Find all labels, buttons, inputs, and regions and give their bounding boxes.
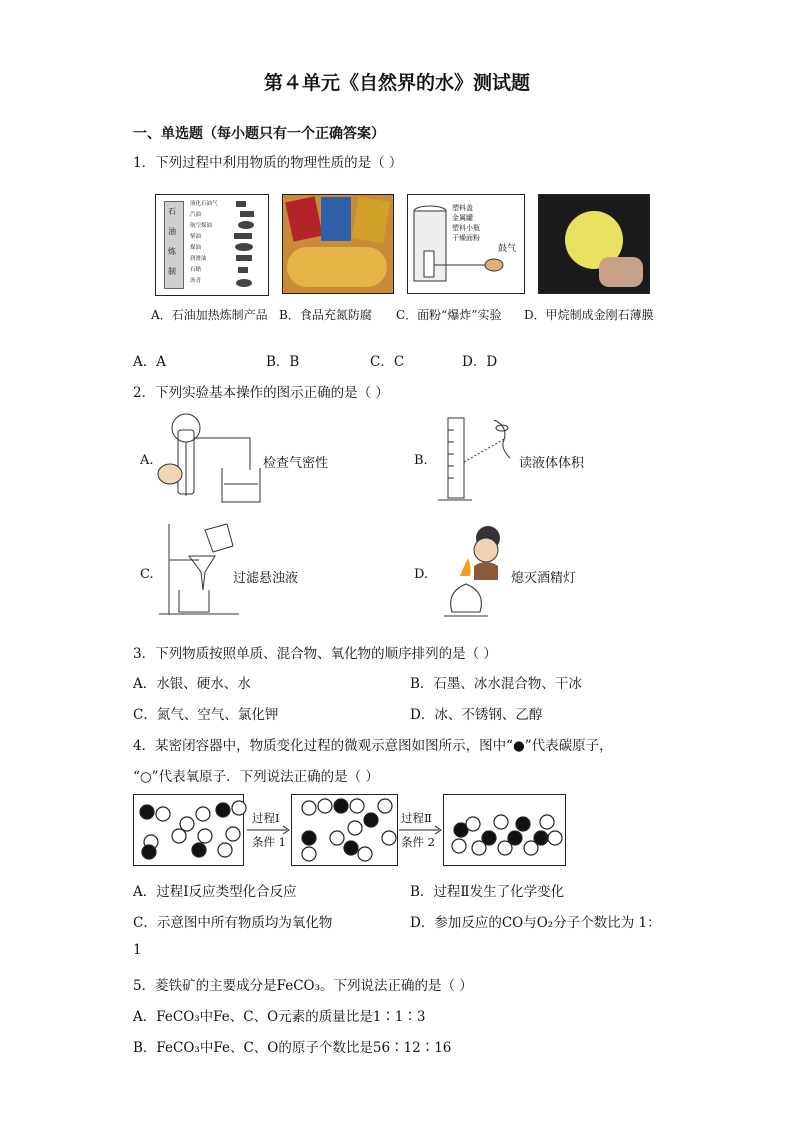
q2-letter-c[interactable]: C. [140,567,154,582]
q2-letter-d[interactable]: D. [414,567,429,582]
can-label: 塑料盖 [452,204,473,212]
q1-image-b [282,194,394,294]
caption-b: B．食品充氮防腐 [279,308,372,322]
alcohol-lamp-drawing [436,520,516,622]
q3-option-c[interactable]: C．氮气、空气、氯化钾 [133,707,279,723]
q5-stem: 5．菱铁矿的主要成分是FeCO₃。下列说法正确的是（ ） [133,978,473,994]
flour-can-labels [452,203,480,243]
q4-option-a[interactable]: A．过程Ⅰ反应类型化合反应 [133,884,297,900]
state-box-1 [133,794,245,866]
chip-bag [321,197,351,241]
product-icons [156,195,268,295]
hand [599,257,643,287]
section-heading: 一、单选题（每小题只有一个正确答案） [133,126,385,142]
q3-option-b[interactable]: B．石墨、冰水混合物、干冰 [410,676,582,692]
product-label: 沥青 [190,278,202,284]
q1-figure [131,182,669,328]
state-box-3 [443,794,567,866]
can-label: 金属罐 [452,214,473,222]
q2-label-b: 读液体体积 [519,456,585,471]
process-2-label: 过程Ⅱ [401,811,432,825]
q4-option-d-continued: 1 [133,942,142,958]
product-label: 液化石油气 [190,201,218,207]
q5-option-a[interactable]: A．FeCO₃中Fe、C、O元素的质量比是1∶1∶3 [133,1009,426,1025]
caption-c: C．面粉“爆炸”实验 [396,308,502,322]
q5-option-b[interactable]: B．FeCO₃中Fe、C、O的原子个数比是56∶12∶16 [133,1040,452,1056]
column-char: 制 [168,267,176,276]
column-char: 石 [168,207,176,216]
caption-d: D．甲烷制成金刚石薄膜 [524,308,654,322]
q3-option-d[interactable]: D．冰、不锈钢、乙醇 [410,707,543,723]
product-label: 石蜡 [190,267,202,273]
q2-letter-b[interactable]: B. [414,453,428,468]
condition-2-label: 条件 2 [401,835,435,849]
product-label: 柴油 [190,234,202,240]
filtration-setup [155,520,245,620]
q4-stem-line1: 4．某密闭容器中，物质变化过程的微观示意图如图所示，图中“●”代表碳原子， [133,738,613,754]
q4-stem-line2: “○”代表氧原子．下列说法正确的是（ ） [133,769,379,785]
snack-pile [287,247,387,287]
product-label: 航空煤油 [190,223,213,229]
q4-molecule-diagram [133,794,568,868]
q1-option-b[interactable]: B．B [266,354,300,370]
q2-letter-a[interactable]: A. [140,453,154,468]
chip-bag [352,197,391,244]
q2-label-c: 过滤悬浊液 [233,571,299,586]
process-1-label: 过程Ⅰ [252,811,280,825]
can-label: 塑料小瓶 [452,224,480,232]
caption-a: A．石油加热炼制产品 [151,308,268,322]
q2-label-a: 检查气密性 [263,456,329,471]
q1-image-d [538,194,650,294]
can-label: 干燥面粉 [452,234,480,242]
condition-1-label: 条件 1 [252,835,286,849]
q2-label-d: 熄灭酒精灯 [511,571,577,586]
product-label: 润滑油 [190,256,207,262]
airtightness-apparatus [156,410,266,510]
blow-label: 鼓气 [498,244,517,254]
q2-stem: 2．下列实验基本操作的图示正确的是（ ） [133,385,389,401]
q1-option-a[interactable]: A．A [133,354,166,370]
q1-image-c [407,194,525,294]
column-char: 炼 [168,247,176,256]
q4-option-b[interactable]: B．过程Ⅱ发生了化学变化 [410,884,565,900]
q3-stem: 3．下列物质按照单质、混合物、氧化物的顺序排列的是（ ） [133,646,497,662]
page-title: 第４单元《自然界的水》测试题 [263,72,530,94]
q1-option-d[interactable]: D．D [462,354,498,370]
q1-stem: 1．下列过程中利用物质的物理性质的是（ ） [133,155,403,171]
product-label: 汽油 [190,212,202,218]
product-label: 煤油 [190,245,202,251]
q3-option-a[interactable]: A．水银、硬水、水 [133,676,251,692]
column-char: 油 [168,227,176,236]
q4-option-c[interactable]: C．示意图中所有物质均为氧化物 [133,915,333,931]
q4-option-d[interactable]: D．参加反应的CO与O₂分子个数比为 1： [410,915,661,931]
chip-bag [285,196,323,241]
state-box-2 [291,794,399,866]
q1-option-c[interactable]: C．C [370,354,405,370]
q1-image-a [155,194,269,296]
